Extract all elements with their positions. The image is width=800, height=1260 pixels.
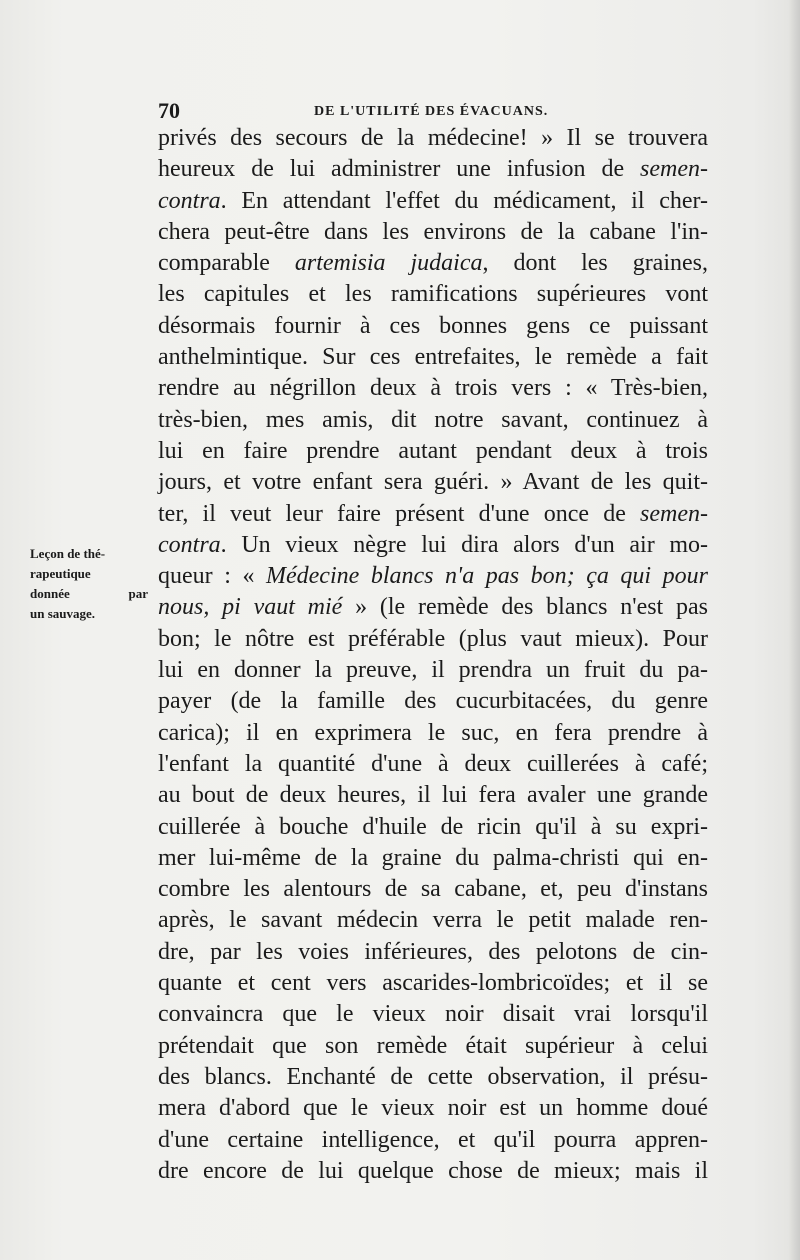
text-segment: l'enfant la quantité d'une à deux cuillerées à café; (158, 750, 708, 777)
italic-text: nous, pi vaut mié (158, 594, 343, 621)
body-text (158, 123, 708, 1187)
text-segment: . Un vieux nègre lui dira alors d'un air mo- (220, 531, 708, 558)
italic-text: Médecine blancs n'a pas bon; ça qui pour (266, 563, 708, 590)
running-head (158, 98, 718, 124)
text-segment: . En attendant l'effet du médicament, il cher- (220, 187, 708, 214)
text-segment: dre, par les voies inférieures, des pelotons de cin- (158, 938, 708, 965)
text-segment: désormais fournir à ces bonnes gens ce puissant (158, 312, 708, 339)
text-line (158, 499, 708, 530)
italic-text: artemisia judaica (294, 250, 483, 277)
text-line (158, 154, 708, 185)
text-segment: prétendait que son remède était supérieur à celui (158, 1032, 708, 1059)
text-segment: lui en donner la preuve, il prendra un fruit du pa- (158, 657, 708, 684)
text-segment: cuillerée à bouche d'huile de ricin qu'il à su expri- (158, 813, 708, 840)
text-line (158, 530, 708, 561)
text-line (158, 718, 708, 749)
text-line (158, 311, 708, 342)
text-line (158, 812, 708, 843)
marginal-note (30, 544, 148, 624)
text-line (158, 780, 708, 811)
text-line (158, 279, 708, 310)
text-segment: payer (de la famille des cucurbitacées, du genre (158, 688, 708, 715)
text-line (158, 874, 708, 905)
text-segment: bon; le nôtre est préférable (plus vaut mieux). Pour (158, 625, 708, 652)
text-segment: les capitules et les ramifications supérieures vont (158, 281, 708, 308)
text-segment: » (le remède des blancs n'est pas (342, 594, 708, 621)
text-line (158, 592, 708, 623)
text-segment: heureux de lui administrer une infusion de (158, 156, 641, 183)
text-line (158, 686, 708, 717)
text-segment: lui en faire prendre autant pendant deux à trois (158, 437, 708, 464)
text-line (158, 655, 708, 686)
text-line (158, 123, 708, 154)
text-segment: ter, il veut leur faire présent d'une once de (158, 500, 641, 527)
text-line (158, 1031, 708, 1062)
marginal-note-line: rapeutique (30, 566, 91, 581)
marginal-note-line: donnée par (30, 586, 148, 601)
running-head-title: DE L'UTILITÉ DES ÉVACUANS. (314, 104, 549, 119)
text-line (158, 843, 708, 874)
italic-text: semen- (640, 500, 708, 527)
text-segment: mer lui-même de la graine du palma-christi qui en- (158, 844, 708, 871)
text-line (158, 248, 708, 279)
text-segment: comparable (158, 250, 295, 277)
text-segment: queur : « (158, 563, 266, 590)
text-line (158, 905, 708, 936)
text-line (158, 217, 708, 248)
text-line (158, 467, 708, 498)
text-line (158, 937, 708, 968)
text-segment: rendre au négrillon deux à trois vers : « Très-bien, (158, 375, 708, 402)
text-line (158, 999, 708, 1030)
text-segment: carica); il en exprimera le suc, en fera prendre à (158, 719, 708, 746)
text-line (158, 749, 708, 780)
page-number: 70 (158, 98, 180, 123)
text-segment: au bout de deux heures, il lui fera avaler une grande (158, 782, 708, 809)
text-line (158, 342, 708, 373)
text-segment: anthelmintique. Sur ces entrefaites, le remède a fait (158, 344, 708, 371)
text-segment: après, le savant médecin verra le petit malade ren- (158, 907, 708, 934)
text-segment: mera d'abord que le vieux noir est un homme doué (158, 1095, 708, 1122)
italic-text: semen- (640, 156, 708, 183)
text-line (158, 1156, 708, 1187)
text-line (158, 186, 708, 217)
text-line (158, 1062, 708, 1093)
text-segment: d'une certaine intelligence, et qu'il pourra appren- (158, 1126, 708, 1153)
text-segment: dre encore de lui quelque chose de mieux; mais il (158, 1157, 708, 1184)
marginal-note-line: Leçon de thé- (30, 546, 106, 561)
text-line (158, 1093, 708, 1124)
text-segment: convaincra que le vieux noir disait vrai lorsqu'il (158, 1001, 708, 1028)
page-edge-shadow (788, 0, 800, 1260)
text-line (158, 1125, 708, 1156)
text-line (158, 561, 708, 592)
text-line (158, 624, 708, 655)
text-line (158, 405, 708, 436)
italic-text: contra (158, 531, 221, 558)
text-segment: chera peut-être dans les environs de la cabane l'in- (158, 218, 708, 245)
marginal-note-line: un sauvage. (30, 606, 96, 621)
text-segment: des blancs. Enchanté de cette observation, il présu- (158, 1063, 708, 1090)
text-line (158, 436, 708, 467)
text-segment: quante et cent vers ascarides-lombricoïdes; et il se (158, 970, 708, 997)
text-line (158, 968, 708, 999)
text-segment: jours, et votre enfant sera guéri. » Avant de les quit- (158, 469, 708, 496)
text-segment: , dont les graines, (482, 250, 708, 277)
text-segment: privés des secours de la médecine! » Il se trouvera (158, 125, 708, 151)
text-segment: combre les alentours de sa cabane, et, peu d'instans (158, 876, 708, 903)
italic-text: contra (158, 187, 221, 214)
text-segment: très-bien, mes amis, dit notre savant, continuez à (158, 406, 708, 433)
text-line (158, 373, 708, 404)
